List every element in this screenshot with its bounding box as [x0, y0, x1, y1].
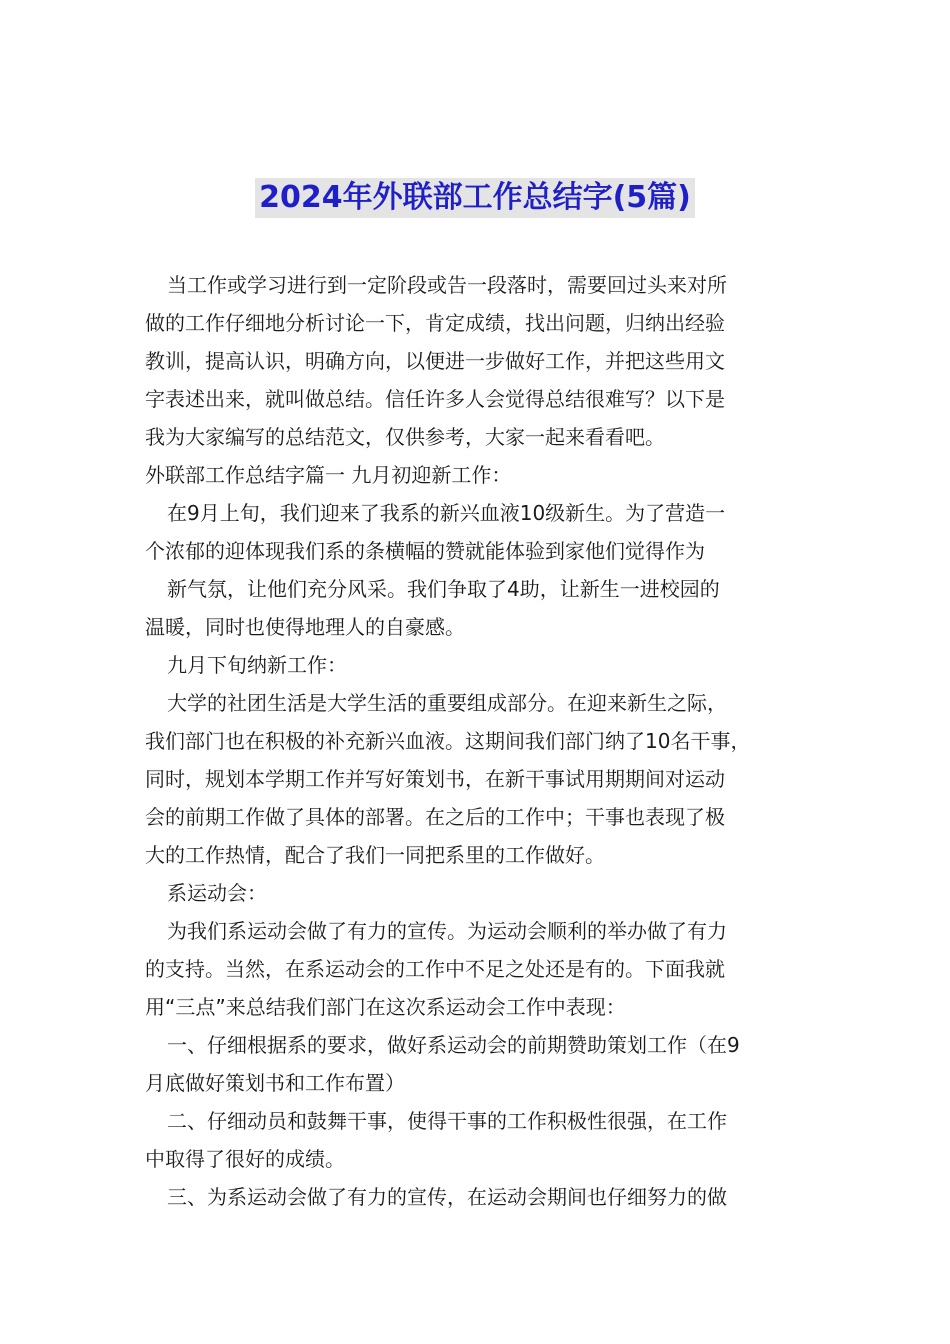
text-line: 我们部门也在积极的补充新兴血液。这期间我们部门纳了10名干事， — [145, 729, 751, 753]
text-line: 在9月上旬，我们迎来了我系的新兴血液10级新生。为了营造一 — [167, 501, 726, 525]
text-line: 会的前期工作做了具体的部署。在之后的工作中；干事也表现了极 — [145, 805, 725, 829]
text-line: 同时，规划本学期工作并写好策划书，在新干事试用期期间对运动 — [145, 767, 725, 791]
text-line: 我为大家编写的总结范文，仅供参考，大家一起来看看吧。 — [145, 425, 665, 449]
text-line: 中取得了很好的成绩。 — [145, 1147, 345, 1171]
text-line: 月底做好策划书和工作布置） — [145, 1071, 405, 1095]
list-item: 一、仔细根据系的要求，做好系运动会的前期赞助策划工作（在9 — [167, 1033, 740, 1057]
text-line: 大学的社团生活是大学生活的重要组成部分。在迎来新生之际， — [167, 691, 727, 715]
text-line: 新气氛，让他们充分风采。我们争取了4助，让新生一进校园的 — [167, 577, 720, 601]
document-title: 2024年外联部工作总结字(5篇) — [255, 178, 695, 218]
section-heading: 外联部工作总结字篇一 九月初迎新工作： — [145, 463, 512, 487]
text-line: 的支持。当然，在系运动会的工作中不足之处还是有的。下面我就 — [145, 957, 725, 981]
list-item: 二、仔细动员和鼓舞干事，使得干事的工作积极性很强，在工作 — [167, 1109, 727, 1133]
text-line: 温暖，同时也使得地理人的自豪感。 — [145, 615, 465, 639]
document-body — [145, 266, 825, 1216]
list-item: 三、为系运动会做了有力的宣传，在运动会期间也仔细努力的做 — [167, 1185, 727, 1209]
text-line: 做的工作仔细地分析讨论一下，肯定成绩，找出问题，归纳出经验 — [145, 311, 725, 335]
text-line: 当工作或学习进行到一定阶段或告一段落时，需要回过头来对所 — [167, 273, 727, 297]
text-line: 个浓郁的迎体现我们系的条横幅的赞就能体验到家他们觉得作为 — [145, 539, 705, 563]
subsection-heading: 系运动会： — [167, 881, 267, 905]
text-line: 大的工作热情，配合了我们一同把系里的工作做好。 — [145, 843, 605, 867]
text-line: 用“三点”来总结我们部门在这次系运动会工作中表现： — [145, 995, 626, 1019]
title-container — [0, 178, 950, 218]
subsection-heading: 九月下旬纳新工作： — [167, 653, 347, 677]
text-line: 字表述出来，就叫做总结。信任许多人会觉得总结很难写？以下是 — [145, 387, 725, 411]
text-line: 教训，提高认识，明确方向，以便进一步做好工作，并把这些用文 — [145, 349, 725, 373]
text-line: 为我们系运动会做了有力的宣传。为运动会顺利的举办做了有力 — [167, 919, 727, 943]
